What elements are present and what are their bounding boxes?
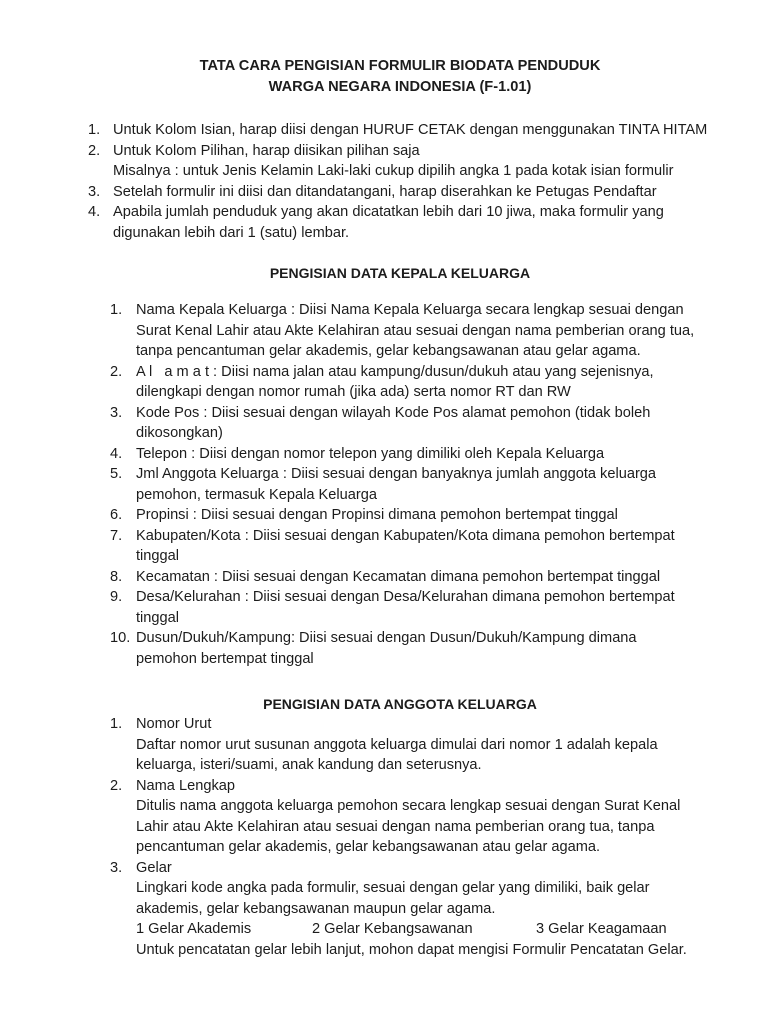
item-text-line: pemohon bertempat tinggal	[136, 650, 314, 667]
item-number: 2.	[110, 777, 123, 794]
item-text	[136, 526, 730, 567]
general-instructions-list	[88, 120, 738, 243]
item-text-line: Telepon : Diisi dengan nomor telepon yang dimiliki oleh Kepala Keluarga	[136, 445, 605, 462]
item-number: 1.	[88, 122, 101, 138]
item-text	[136, 300, 730, 362]
anggota-keluarga-heading: PENGISIAN DATA ANGGOTA KELUARGA	[263, 696, 537, 712]
item-text	[136, 628, 730, 669]
title-line-2: WARGA NEGARA INDONESIA (F-1.01)	[268, 79, 532, 95]
item-text-line: Untuk Kolom Isian, harap diisi dengan HURUF CETAK dengan menggunakan TINTA HITAM	[113, 122, 708, 138]
item-text-line: Apabila jumlah penduduk yang akan dicatatkan lebih dari 10 jiwa, maka formulir yang	[113, 204, 664, 220]
item-number: 2.	[88, 142, 101, 159]
item-text	[136, 464, 730, 505]
item-text-line: dikosongkan)	[136, 425, 223, 441]
item-text-line: Dusun/Dukuh/Kampung: Diisi sesuai dengan Dusun/Dukuh/Kampung dimana	[136, 630, 637, 646]
item-text-line: tinggal	[136, 548, 180, 564]
kepala-item	[110, 587, 730, 628]
item-text	[136, 858, 730, 961]
item-text-line: tinggal	[136, 609, 180, 626]
item-number: 4.	[88, 204, 101, 220]
item-title: Gelar	[136, 859, 172, 876]
item-text-line: Surat Kenal Lahir atau Akte Kelahiran atau sesuai dengan nama pemberian orang tua,	[136, 322, 695, 339]
item-text	[136, 403, 730, 444]
item-text	[136, 567, 730, 588]
item-text	[136, 444, 730, 465]
item-number: 2.	[110, 363, 123, 380]
item-text-line: Kabupaten/Kota : Diisi sesuai dengan Kabupaten/Kota dimana pemohon bertempat	[136, 527, 675, 544]
item-text	[136, 505, 730, 526]
item-text	[113, 202, 738, 243]
item-text-line: Setelah formulir ini diisi dan ditandatangani, harap diserahkan ke Petugas Pendaftar	[113, 183, 657, 200]
general-item	[88, 141, 738, 182]
anggota-item	[110, 776, 730, 858]
kepala-item	[110, 567, 730, 588]
item-text-line: Propinsi : Diisi sesuai dengan Propinsi dimana pemohon bertempat tinggal	[136, 507, 618, 523]
general-item	[88, 202, 738, 243]
item-number: 4.	[110, 445, 123, 462]
item-text-line: Nama Kepala Keluarga : Diisi Nama Kepala Keluarga secara lengkap sesuai dengan	[136, 302, 684, 318]
item-text-line: Desa/Kelurahan : Diisi sesuai dengan Desa/Kelurahan dimana pemohon bertempat	[136, 589, 675, 605]
item-text-line: Kode Pos : Diisi sesuai dengan wilayah Kode Pos alamat pemohon (tidak boleh	[136, 404, 651, 421]
general-item	[88, 120, 738, 141]
item-text-line: Jml Anggota Keluarga : Diisi sesuai dengan banyaknya jumlah anggota keluarga	[136, 466, 657, 482]
kepala-item	[110, 362, 730, 403]
kepala-keluarga-list	[110, 300, 730, 669]
kepala-item	[110, 403, 730, 444]
kepala-keluarga-heading: PENGISIAN DATA KEPALA KELUARGA	[269, 265, 531, 281]
item-text-line: pemohon, termasuk Kepala Keluarga	[136, 486, 377, 503]
item-number: 9.	[110, 589, 123, 605]
item-description-line: Daftar nomor urut susunan anggota keluarga dimulai dari nomor 1 adalah kepala	[136, 736, 658, 753]
general-item	[88, 182, 738, 203]
item-text	[136, 587, 730, 628]
kepala-item	[110, 300, 730, 362]
item-number: 7.	[110, 527, 123, 544]
item-title: Nomor Urut	[136, 716, 212, 732]
anggota-item	[110, 858, 730, 961]
gelar-option: 3 Gelar Keagamaan	[536, 921, 667, 937]
title-line-1: TATA CARA PENGISIAN FORMULIR BIODATA PENDUDUK	[199, 58, 601, 74]
item-description-line: Lahir atau Akte Kelahiran atau sesuai dengan nama pemberian orang tua, tanpa	[136, 818, 655, 835]
item-text-line: Misalnya : untuk Jenis Kelamin Laki-laki cukup dipilih angka 1 pada kotak isian formulir	[113, 163, 674, 179]
document-title	[0, 56, 768, 98]
item-text	[113, 120, 738, 141]
item-text	[136, 362, 730, 403]
item-text-line: digunakan lebih dari 1 (satu) lembar.	[113, 224, 350, 241]
item-number: 6.	[110, 507, 123, 523]
item-number: 3.	[88, 183, 101, 200]
item-text-line: dilengkapi dengan nomor rumah (jika ada) serta nomor RT dan RW	[136, 384, 571, 400]
item-text	[113, 141, 738, 182]
kepala-item	[110, 628, 730, 669]
item-description-line: Ditulis nama anggota keluarga pemohon secara lengkap sesuai dengan Surat Kenal	[136, 798, 681, 814]
item-number: 3.	[110, 859, 123, 876]
gelar-options-row	[136, 919, 730, 940]
item-description-line: Lingkari kode angka pada formulir, sesuai dengan gelar yang dimiliki, baik gelar	[136, 880, 650, 896]
anggota-item	[110, 714, 730, 776]
item-description-line: akademis, gelar kebangsawanan maupun gelar agama.	[136, 900, 496, 917]
kepala-item	[110, 444, 730, 465]
item-title: Nama Lengkap	[136, 777, 235, 794]
gelar-note: Untuk pencatatan gelar lebih lanjut, mohon dapat mengisi Formulir Pencatatan Gelar.	[136, 941, 687, 958]
item-number: 5.	[110, 466, 123, 482]
item-number: 1.	[110, 302, 123, 318]
item-number: 1.	[110, 716, 123, 732]
kepala-item	[110, 505, 730, 526]
item-description-line: pencantuman gelar akademis, gelar kebangsawanan atau gelar agama.	[136, 839, 601, 855]
item-text	[113, 182, 738, 203]
item-text-line: A l a m a t : Diisi nama jalan atau kampung/dusun/dukuh atau yang sejenisnya,	[136, 363, 654, 380]
gelar-option: 2 Gelar Kebangsawanan	[312, 921, 473, 937]
kepala-item	[110, 526, 730, 567]
item-text-line: Untuk Kolom Pilihan, harap diisikan pilihan saja	[113, 142, 420, 159]
item-text	[136, 714, 730, 776]
item-number: 8.	[110, 568, 123, 585]
item-text-line: Kecamatan : Diisi sesuai dengan Kecamatan dimana pemohon bertempat tinggal	[136, 568, 661, 585]
gelar-option: 1 Gelar Akademis	[136, 921, 252, 937]
item-number: 10.	[110, 630, 131, 646]
item-number: 3.	[110, 404, 123, 421]
item-text-line: tanpa pencantuman gelar akademis, gelar kebangsawanan atau gelar agama.	[136, 343, 641, 359]
item-description-line: keluarga, isteri/suami, anak kandung dan seterusnya.	[136, 757, 482, 773]
anggota-keluarga-list	[110, 714, 730, 960]
kepala-item	[110, 464, 730, 505]
item-text	[136, 776, 730, 858]
